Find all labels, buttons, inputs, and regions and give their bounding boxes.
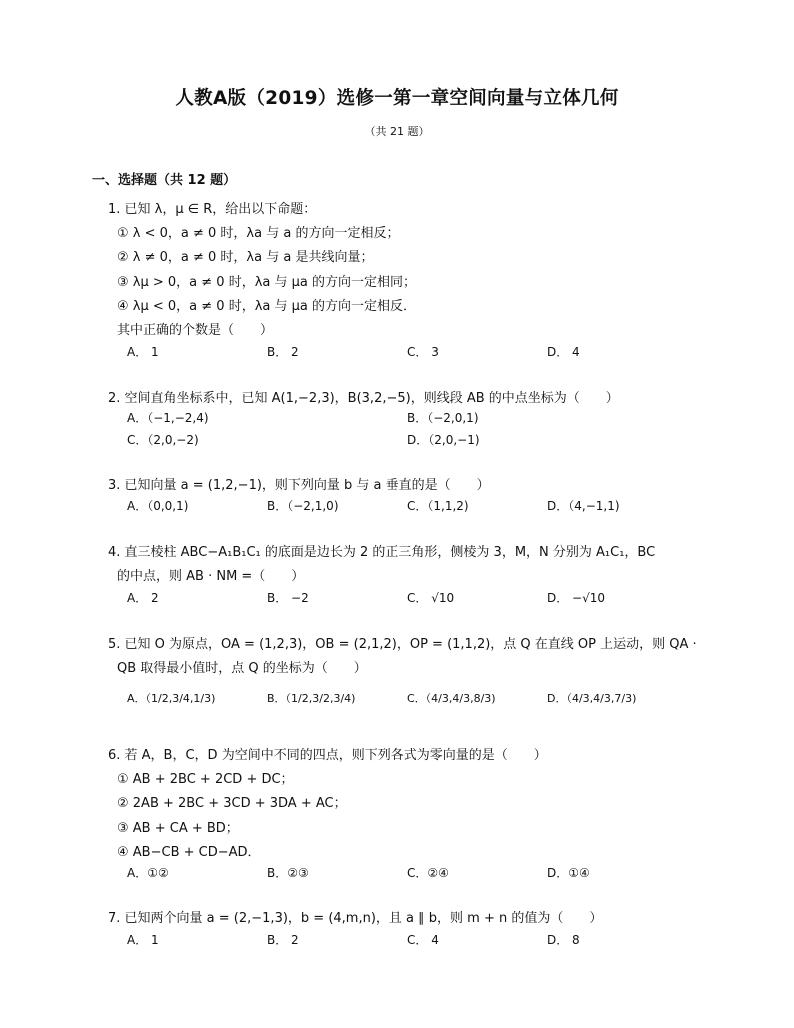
q1-item-1: ① λ < 0，a ≠ 0 时，λa 与 a 的方向一定相反； [117,226,400,241]
q3-option-c: C．（1,1,2) [407,499,469,513]
question-count: （共 21 题） [364,125,430,138]
section-heading: 一、选择题（共 12 题） [92,173,237,188]
document-title: 人教A版（2019）选修一第一章空间向量与立体几何 [175,88,619,109]
q5-option-a: A．（1/2,3/4,1/3) [127,692,216,705]
q5-option-d: D．（4/3,4/3,7/3) [547,692,637,705]
q7-option-a: A． 1 [127,933,159,947]
q1-ask: 其中正确的个数是（ ） [117,323,274,338]
q4-stem-continued: 的中点，则 AB · NM =（ ） [117,569,305,584]
q1-item-2: ② λ ≠ 0，a ≠ 0 时，λa 与 a 是共线向量； [117,250,374,265]
q6-option-b: B．②③ [267,866,309,880]
q5-stem-continued: QB 取得最小值时，点 Q 的坐标为（ ） [117,661,367,676]
q2-option-a: A．（−1,−2,4) [127,411,209,425]
q7-option-c: C． 4 [407,933,439,947]
q6-stem: 6. 若 A，B，C，D 为空间中不同的四点，则下列各式为零向量的是（ ） [108,748,547,763]
q1-option-c: C． 3 [407,345,439,359]
q3-option-a: A．（0,0,1) [127,499,189,513]
q3-option-b: B．（−2,1,0) [267,499,339,513]
q4-option-a: A． 2 [127,591,159,605]
q4-option-c: C． √10 [407,591,455,605]
q4-stem: 4. 直三棱柱 ABC−A₁B₁C₁ 的底面是边长为 2 的正三角形，侧棱为 3，M，N 分别为 A₁C₁，BC [108,545,656,560]
q4-option-b: B． −2 [267,591,309,605]
q2-option-b: B．（−2,0,1) [407,411,479,425]
q6-option-a: A．①② [127,866,169,880]
q6-option-d: D．①④ [547,866,590,880]
q6-item-2: ② 2AB + 2BC + 3CD + 3DA + AC； [117,796,347,811]
q7-option-d: D． 8 [547,933,580,947]
q1-item-3: ③ λμ > 0，a ≠ 0 时，λa 与 μa 的方向一定相同； [117,275,417,290]
q4-option-d: D． −√10 [547,591,606,605]
q3-option-d: D．（4,−1,1) [547,499,620,513]
q5-option-c: C．（4/3,4/3,8/3) [407,692,496,705]
q2-option-d: D．（2,0,−1) [407,433,480,447]
q7-option-b: B． 2 [267,933,299,947]
q2-stem: 2. 空间直角坐标系中，已知 A(1,−2,3)，B(3,2,−5)，则线段 AB 的中点坐标为（ ） [108,391,619,406]
q1-option-b: B． 2 [267,345,299,359]
q6-option-c: C．②④ [407,866,449,880]
q1-stem: 1. 已知 λ，μ ∈ R，给出以下命题： [108,202,317,217]
q6-item-3: ③ AB + CA + BD； [117,821,239,836]
q1-option-a: A． 1 [127,345,159,359]
q5-option-b: B．（1/2,3/2,3/4) [267,692,356,705]
q2-option-c: C．（2,0,−2) [127,433,199,447]
q7-stem: 7. 已知两个向量 a = (2,−1,3)，b = (4,m,n)，且 a ∥ b，则 m + n 的值为（ ） [108,911,603,926]
q6-item-4: ④ AB−CB + CD−AD． [117,845,261,860]
q3-stem: 3. 已知向量 a = (1,2,−1)，则下列向量 b 与 a 垂直的是（ ） [108,478,490,493]
q5-stem: 5. 已知 O 为原点，OA = (1,2,3)，OB = (2,1,2)，OP = (1,1,2)，点 Q 在直线 OP 上运动，则 QA · [108,637,697,652]
q6-item-1: ① AB + 2BC + 2CD + DC； [117,772,294,787]
q1-option-d: D． 4 [547,345,580,359]
q1-item-4: ④ λμ < 0，a ≠ 0 时，λa 与 μa 的方向一定相反． [117,299,417,314]
